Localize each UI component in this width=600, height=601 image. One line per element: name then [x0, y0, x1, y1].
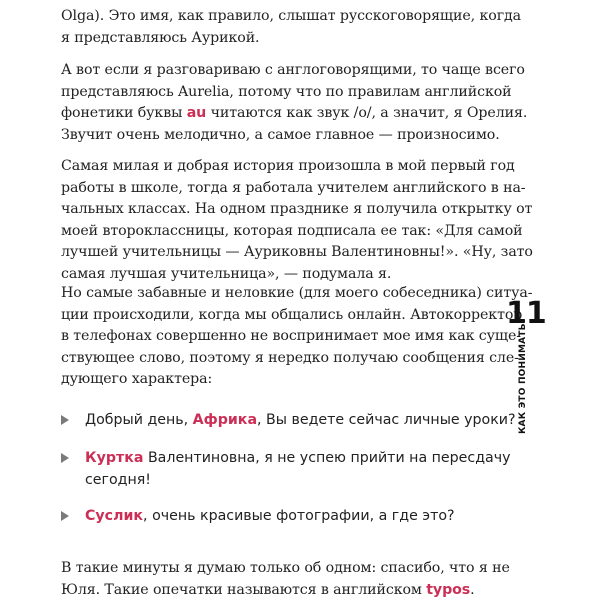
text-line: в телефонах совершенно не воспринимает мое имя как суще- [61, 326, 479, 348]
chapter-number: 11 [506, 296, 546, 331]
text-fragment: читаются как звук /о/, а значит, я Орелия. [206, 105, 527, 121]
text-fragment: фонетики буквы [61, 105, 187, 121]
text-line [85, 506, 455, 528]
text-line: ции происходили, когда мы общались онлайн. Автокорректор [61, 305, 479, 327]
text-line: я представляюсь Аурикой. [61, 28, 479, 50]
text-line: А вот если я разговариваю с англоговорящими, то чаще всего [61, 60, 479, 82]
paragraph-school-story [61, 156, 479, 285]
bullet-arrow-icon [61, 415, 69, 425]
text-line: дующего характера: [61, 369, 479, 391]
highlight-au: au [187, 105, 206, 121]
chapter-title: КАК ЭТО ПОНИМАТЬ? [518, 318, 528, 434]
highlight-word: Африка [193, 412, 257, 428]
highlight-word: Куртка [85, 450, 143, 466]
text-fragment: , Вы ведете сейчас личные уроки? [257, 412, 516, 428]
paragraph-autocorrect [61, 283, 479, 391]
text-fragment: . [470, 582, 474, 598]
text-line: Самая милая и добрая история произошла в мой первый год [61, 156, 479, 178]
paragraph-english-name [61, 60, 479, 146]
text-fragment: Валентиновна, я не успею прийти на пересдачу [143, 450, 510, 466]
text-line: Звучит очень мелодично, а самое главное — произносимо. [61, 125, 479, 147]
text-line [85, 448, 510, 470]
text-line: В такие минуты я думаю только об одном: спасибо, что я не [61, 558, 479, 580]
text-line: моей второклассницы, которая подписала ее так: «Для самой [61, 221, 479, 243]
text-line: Но самые забавные и неловкие (для моего собеседника) ситуа- [61, 283, 479, 305]
text-line: работы в школе, тогда я работала учителем английского в на- [61, 178, 479, 200]
text-line: самая лучшая учительница», — подумала я. [61, 264, 479, 286]
text-line: чальных классах. На одном празднике я получила открытку от [61, 199, 479, 221]
text-line: Olga). Это имя, как правило, слышат русскоговорящие, когда [61, 6, 479, 28]
text-line [61, 580, 479, 601]
highlight-typos: typos [426, 582, 470, 598]
text-fragment: Добрый день, [85, 412, 193, 428]
text-line: представляюсь Aurelia, потому что по правилам английской [61, 82, 479, 104]
bullet-arrow-icon [61, 511, 69, 521]
paragraph-typos [61, 558, 479, 601]
text-fragment: Юля. Такие опечатки называются в английском [61, 582, 426, 598]
text-line: лучшей учительницы — Ауриковны Валентиновны!». «Ну, зато [61, 242, 479, 264]
paragraph-intro [61, 6, 479, 49]
text-line: ствующее слово, поэтому я нередко получаю сообщения сле- [61, 348, 479, 370]
text-line [61, 103, 479, 125]
text-line: сегодня! [85, 470, 510, 492]
highlight-word: Суслик [85, 508, 143, 524]
bullet-arrow-icon [61, 453, 69, 463]
text-line [85, 410, 516, 432]
text-fragment: , очень красивые фотографии, а где это? [143, 508, 455, 524]
